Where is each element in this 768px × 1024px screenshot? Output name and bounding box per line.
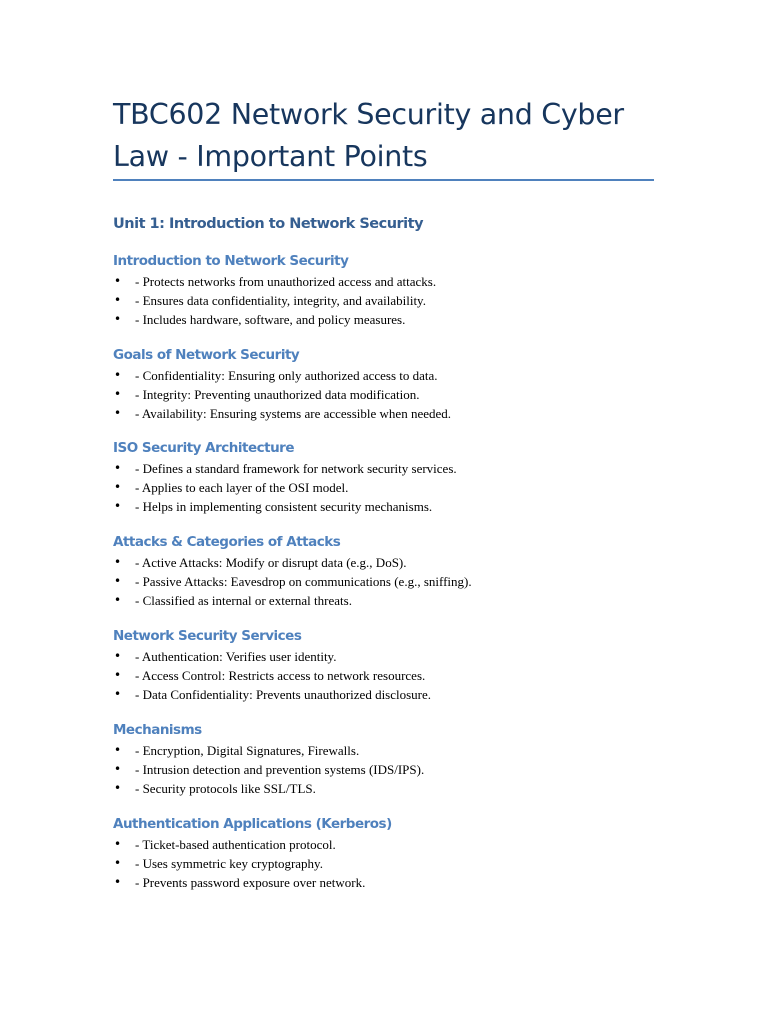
list-item xyxy=(113,685,673,704)
list-item-text: - Data Confidentiality: Prevents unauthorized disclosure. xyxy=(135,687,432,702)
bullet-icon: • xyxy=(114,368,122,382)
list-item xyxy=(113,854,673,873)
list-item xyxy=(113,572,673,591)
list-item-text: - Ensures data confidentiality, integrity, and availability. xyxy=(135,293,426,308)
list-item-text: - Access Control: Restricts access to network resources. xyxy=(135,668,426,683)
bullet-list xyxy=(113,459,673,516)
list-item-text: - Confidentiality: Ensuring only authorized access to data. xyxy=(135,368,438,383)
bullet-icon: • xyxy=(114,781,122,795)
bullet-icon: • xyxy=(114,762,122,776)
section-heading: Network Security Services xyxy=(113,628,302,644)
section-introduction xyxy=(113,250,673,329)
section-heading: Attacks & Categories of Attacks xyxy=(113,534,341,550)
list-item-text: - Ticket-based authentication protocol. xyxy=(135,837,336,852)
list-item-text: - Defines a standard framework for network security services. xyxy=(135,461,457,476)
section-heading: ISO Security Architecture xyxy=(113,440,294,456)
list-item xyxy=(113,741,673,760)
list-item xyxy=(113,404,673,423)
section-heading: Goals of Network Security xyxy=(113,347,300,363)
list-item-text: - Integrity: Preventing unauthorized data modification. xyxy=(135,387,420,402)
bullet-list xyxy=(113,741,673,798)
bullet-icon: • xyxy=(114,387,122,401)
list-item xyxy=(113,310,673,329)
bullet-list xyxy=(113,272,673,329)
list-item-text: - Security protocols like SSL/TLS. xyxy=(135,781,316,796)
section-iso-architecture xyxy=(113,437,673,516)
list-item-text: - Protects networks from unauthorized access and attacks. xyxy=(135,274,437,289)
list-item-text: - Includes hardware, software, and policy measures. xyxy=(135,312,406,327)
list-item xyxy=(113,835,673,854)
bullet-icon: • xyxy=(114,461,122,475)
list-item-text: - Authentication: Verifies user identity. xyxy=(135,649,337,664)
section-heading: Mechanisms xyxy=(113,722,202,738)
bullet-icon: • xyxy=(114,274,122,288)
section-mechanisms xyxy=(113,719,673,798)
bullet-icon: • xyxy=(114,837,122,851)
list-item-text: - Prevents password exposure over network. xyxy=(135,875,366,890)
list-item xyxy=(113,873,673,892)
bullet-icon: • xyxy=(114,743,122,757)
section-goals xyxy=(113,344,673,423)
list-item-text: - Availability: Ensuring systems are accessible when needed. xyxy=(135,406,451,421)
section-security-services xyxy=(113,625,673,704)
bullet-icon: • xyxy=(114,668,122,682)
bullet-icon: • xyxy=(114,480,122,494)
list-item xyxy=(113,591,673,610)
bullet-icon: • xyxy=(114,312,122,326)
list-item-text: - Intrusion detection and prevention systems (IDS/IPS). xyxy=(135,762,425,777)
list-item xyxy=(113,385,673,404)
section-heading: Introduction to Network Security xyxy=(113,253,349,269)
document-title: TBC602 Network Security and Cyber Law - Important Points xyxy=(113,98,624,173)
list-item xyxy=(113,647,673,666)
bullet-icon: • xyxy=(114,574,122,588)
bullet-list xyxy=(113,366,673,423)
bullet-icon: • xyxy=(114,593,122,607)
section-kerberos xyxy=(113,813,673,892)
bullet-icon: • xyxy=(114,687,122,701)
list-item xyxy=(113,666,673,685)
bullet-icon: • xyxy=(114,406,122,420)
bullet-list xyxy=(113,835,673,892)
list-item-text: - Uses symmetric key cryptography. xyxy=(135,856,323,871)
section-heading: Authentication Applications (Kerberos) xyxy=(113,816,392,832)
list-item xyxy=(113,553,673,572)
list-item-text: - Active Attacks: Modify or disrupt data (e.g., DoS). xyxy=(135,555,407,570)
bullet-list xyxy=(113,553,673,610)
bullet-icon: • xyxy=(114,293,122,307)
unit-heading: Unit 1: Introduction to Network Security xyxy=(113,216,424,232)
list-item xyxy=(113,478,673,497)
list-item-text: - Passive Attacks: Eavesdrop on communications (e.g., sniffing). xyxy=(135,574,472,589)
list-item xyxy=(113,779,673,798)
list-item xyxy=(113,459,673,478)
bullet-icon: • xyxy=(114,499,122,513)
bullet-icon: • xyxy=(114,649,122,663)
list-item xyxy=(113,497,673,516)
list-item xyxy=(113,760,673,779)
bullet-icon: • xyxy=(114,856,122,870)
bullet-icon: • xyxy=(114,555,122,569)
list-item-text: - Encryption, Digital Signatures, Firewalls. xyxy=(135,743,360,758)
bullet-icon: • xyxy=(114,875,122,889)
list-item xyxy=(113,291,673,310)
bullet-list xyxy=(113,647,673,704)
list-item xyxy=(113,272,673,291)
list-item-text: - Applies to each layer of the OSI model. xyxy=(135,480,349,495)
list-item-text: - Classified as internal or external threats. xyxy=(135,593,352,608)
section-attacks xyxy=(113,531,673,610)
list-item xyxy=(113,366,673,385)
list-item-text: - Helps in implementing consistent security mechanisms. xyxy=(135,499,433,514)
title-underline xyxy=(113,179,654,181)
